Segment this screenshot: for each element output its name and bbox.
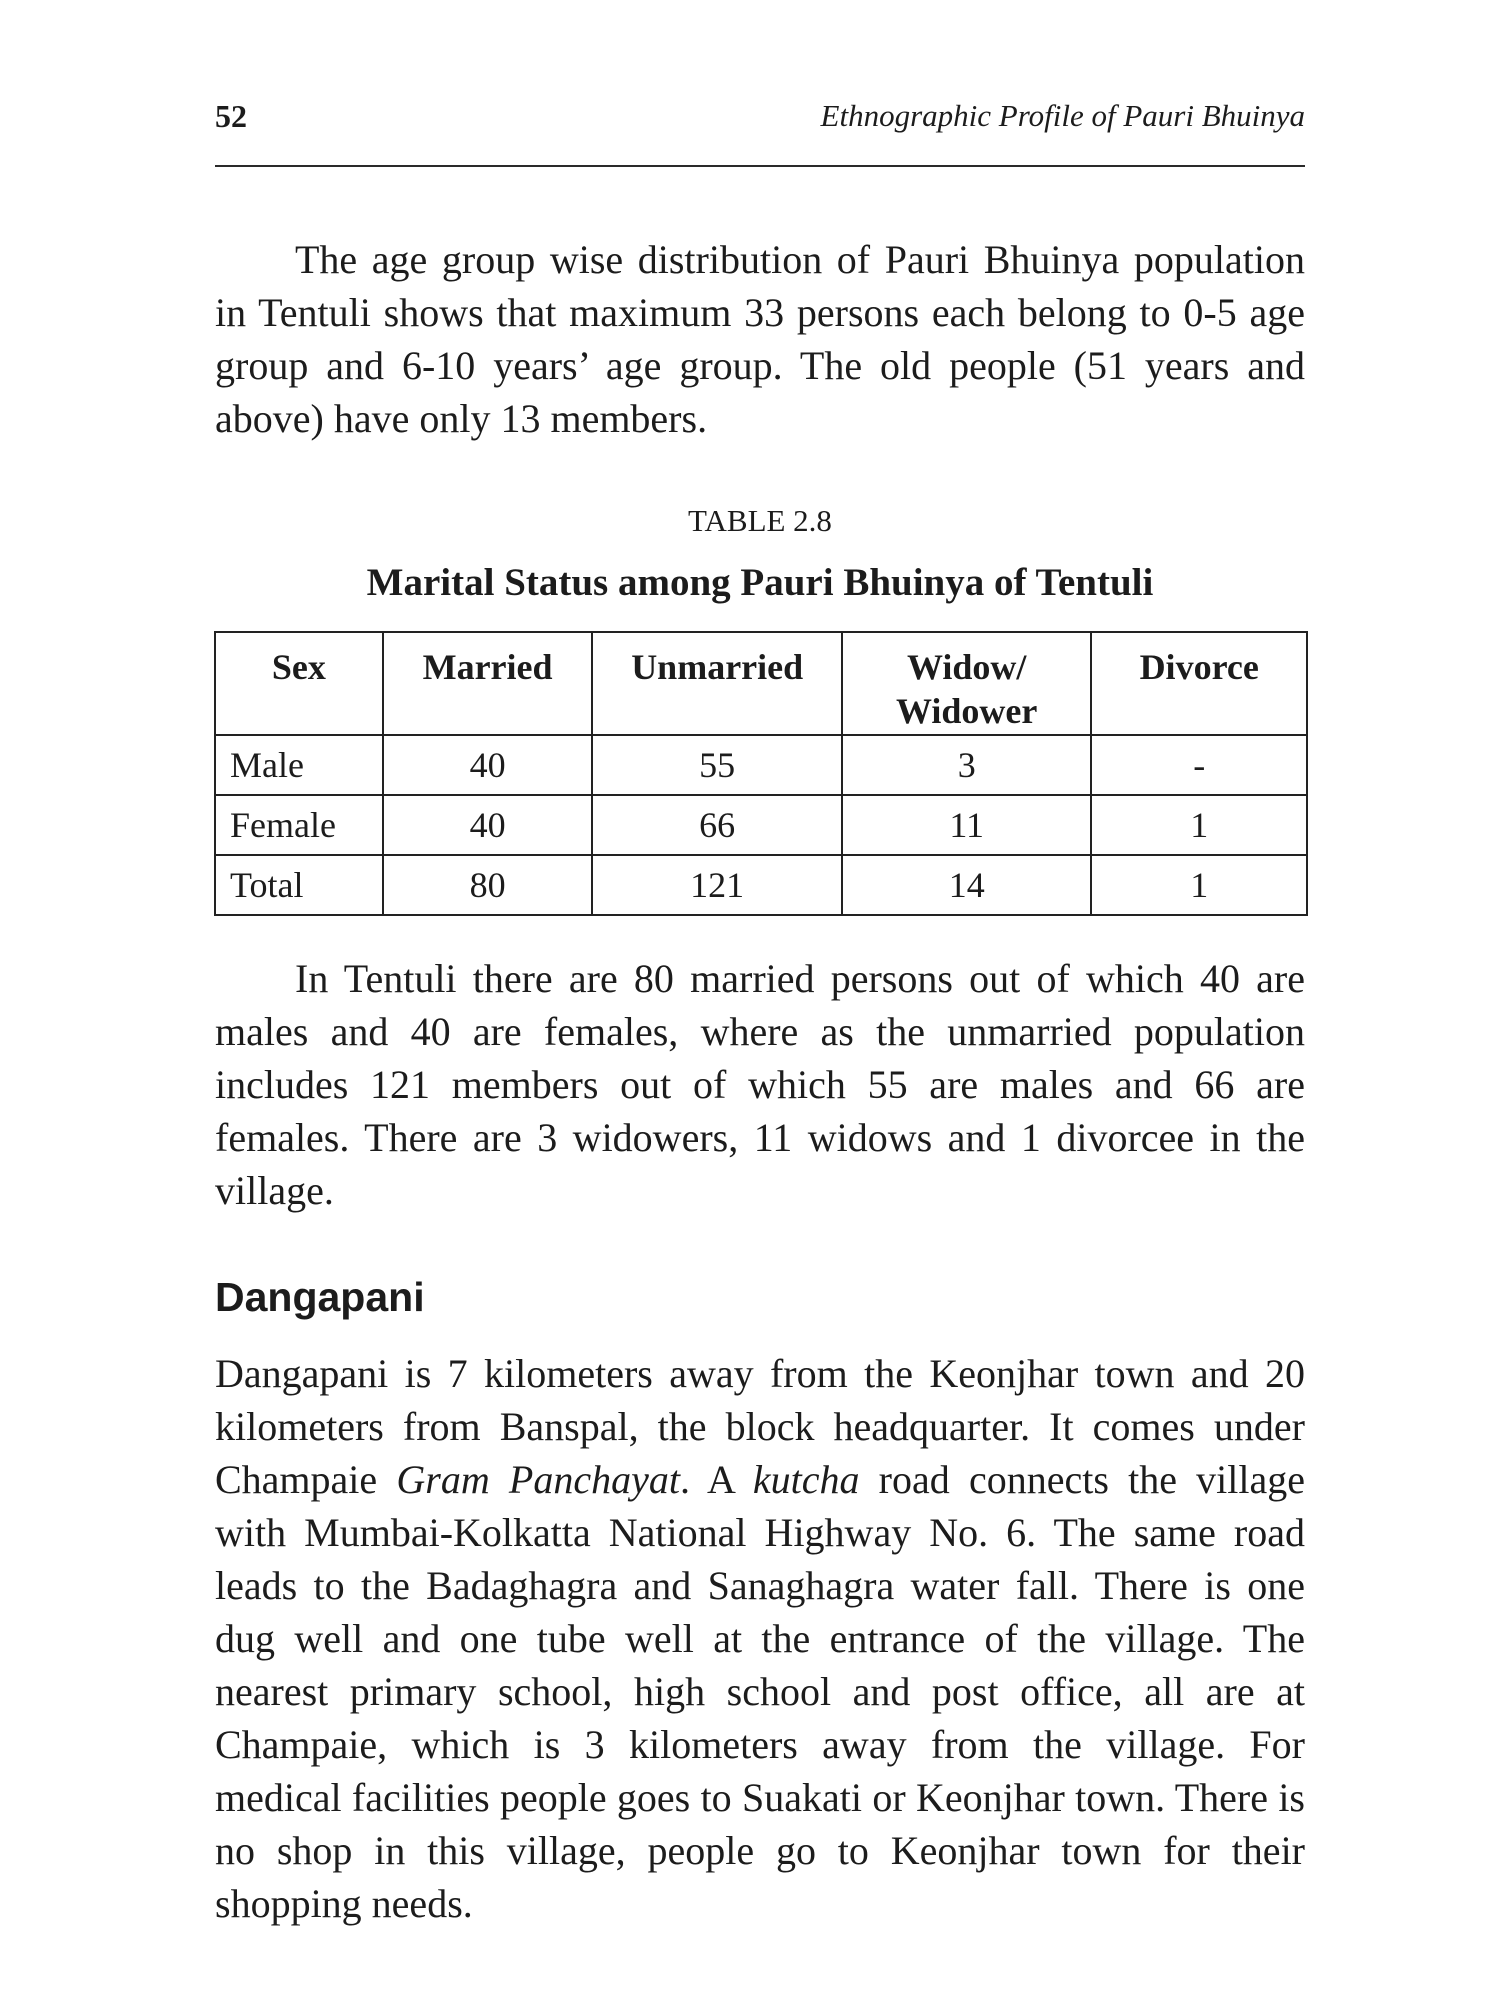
kutcha-term: kutcha	[752, 1457, 860, 1502]
column-header-divorce: Divorce	[1091, 632, 1307, 735]
table-cell: 3	[842, 735, 1091, 795]
gram-panchayat-term: Gram Panchayat	[396, 1457, 680, 1502]
running-header	[215, 98, 1305, 148]
dangapani-text-part: Dangapani is 7 kilometers away from the Keonjhar town and 20 kilometers from Banspal, the block headquarter. It comes under Champaie	[215, 1351, 1305, 1502]
table-row	[215, 855, 1307, 915]
marital-status-table	[214, 631, 1308, 916]
dangapani-paragraph	[215, 1347, 1305, 1930]
intro-paragraph: The age group wise distribution of Pauri Bhuinya population in Tentuli shows that maximum 33 persons each belong to 0-5 age group and 6-10 years’ age group. The old people (51 years and above) have only 13 members.	[215, 237, 1305, 441]
dangapani-text-part: . A	[679, 1457, 753, 1502]
table-cell: Female	[215, 795, 383, 855]
table-cell: 121	[592, 855, 842, 915]
table-header-row	[215, 632, 1307, 735]
column-header-married: Married	[383, 632, 593, 735]
table-title: Marital Status among Pauri Bhuinya of Tentuli	[366, 561, 1154, 604]
table-cell: 1	[1091, 795, 1307, 855]
table-cell: Male	[215, 735, 383, 795]
page-number: 52	[215, 98, 247, 134]
table-cell: 55	[592, 735, 842, 795]
column-header-unmarried: Unmarried	[592, 632, 842, 735]
table-cell: 80	[383, 855, 593, 915]
table-row	[215, 795, 1307, 855]
table-cell: 66	[592, 795, 842, 855]
table-cell: 40	[383, 735, 593, 795]
table-cell: Total	[215, 855, 383, 915]
table-cell: -	[1091, 735, 1307, 795]
table-cell: 1	[1091, 855, 1307, 915]
header-rule	[215, 165, 1305, 167]
table-cell: 40	[383, 795, 593, 855]
section-heading: Dangapani	[215, 1274, 425, 1320]
marital-summary-paragraph: In Tentuli there are 80 married persons out of which 40 are males and 40 are females, where as the unmarried population includes 121 members out of which 55 are males and 66 are females. There are 3 widowers, 11 widows and 1 divorcee in the village.	[215, 956, 1305, 1213]
dangapani-text-part: road connects the village with Mumbai-Kolkatta National Highway No. 6. The same road leads to the Badaghagra and Sanaghagra water fall. There is one dug well and one tube well at the entrance of the village. The nearest primary school, high school and post office, all are at Champaie, which is 3 kilometers away from the village. For medical facilities people goes to Suakati or Keonjhar town. There is no shop in this village, people go to Keonjhar town for their shopping needs.	[215, 1457, 1305, 1926]
running-title: Ethnographic Profile of Pauri Bhuinya	[820, 98, 1305, 133]
table-row	[215, 735, 1307, 795]
table-number: TABLE 2.8	[688, 503, 832, 538]
table-cell: 14	[842, 855, 1091, 915]
column-header-widow-widower: Widow/ Widower	[842, 632, 1091, 735]
column-header-sex: Sex	[215, 632, 383, 735]
table-cell: 11	[842, 795, 1091, 855]
